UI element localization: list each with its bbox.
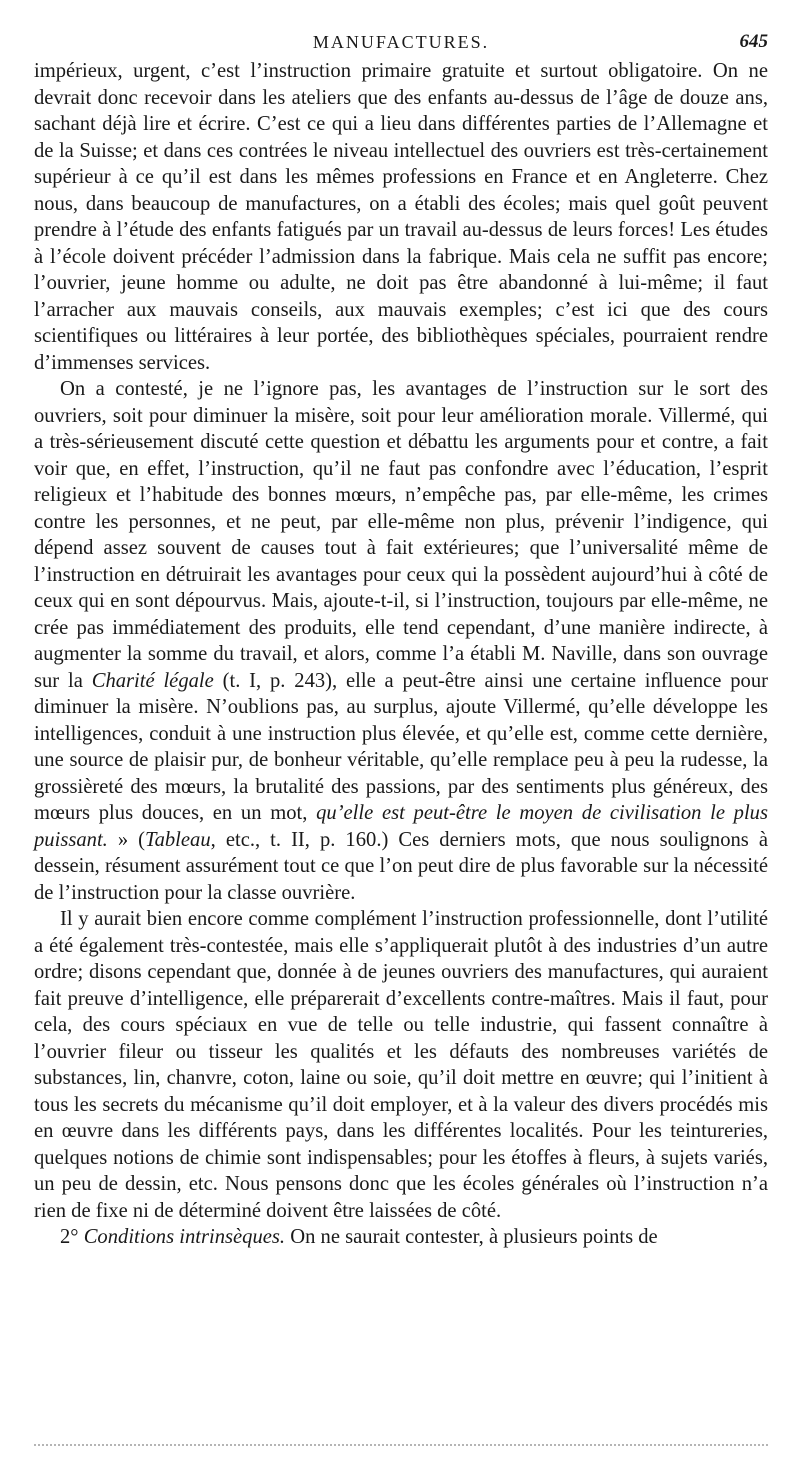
section-heading: Conditions intrinsèques.: [83, 1226, 286, 1248]
text-segment: (t. I, p. 243), elle a peut-être ainsi une certaine influence pour diminuer la misère. N’oublions pas, au surplus, ajoute Villermé, qu’elle développe les intelligences, conduit à une instruction plus élevée, et qu’elle est, comme cette dernière, une source de plaisir pur, de bonheur véritable, qu’elle remplace peu à peu la rudesse, la grossièreté des mœurs, la brutalité des passions, par des sentiments plus généreux, des mœurs plus douces, en un mot,: [34, 669, 768, 824]
body-text: [34, 58, 768, 1251]
footer-dotted-rule: [34, 1444, 768, 1446]
page-number: 645: [739, 31, 768, 52]
text-segment: On ne saurait contester, à plusieurs points de: [285, 1226, 658, 1248]
paragraph-1: [34, 58, 768, 376]
paragraph-2: [34, 376, 768, 906]
text-segment: » (: [107, 828, 146, 851]
running-title: MANUFACTURES.: [312, 32, 490, 52]
italic-title-tableau: Tableau: [145, 828, 211, 851]
text-segment: , etc., t. II, p. 160.) Ces derniers mots, que nous soulignons à dessein, résument assurément tout ce que l’on peut dire de plus favorable sur la nécessité de l’instruction pour la classe ouvrière.: [34, 828, 768, 904]
paragraph-3: [34, 906, 768, 1224]
paragraph-4: [34, 1224, 768, 1251]
text-segment: Il y aurait bien encore comme complément l’instruction professionnelle, dont l’utilité a été également très-contestée, mais elle s’appliquerait plutôt à des industries d’un autre ordre; disons cependant que, donnée à de jeunes ouvriers des manufactures, qui auraient fait preuve d’intelligence, elle préparerait d’excellents contre-maîtres. Mais il faut, pour cela, des cours spéciaux en vue de telle ou telle industrie, qui fassent connaître à l’ouvrier fileur ou tisseur les qualités et les défauts des nombreuses variétés de substances, lin, chanvre, coton, laine ou soie, qu’il doit mettre en œuvre; qui l’initient à tous les secrets du mécanisme qu’il doit employer, et à la valeur des divers procédés mis en œuvre dans les différents pays, dans les différentes localités. Pour les teintureries, quelques notions de chimie sont indispensables; pour les étoffes à fleurs, à sujets variés, un peu de dessin, etc. Nous pensons donc que les écoles générales où l’instruction n’a rien de fixe ni de déterminé doivent être laissées de côté.: [34, 908, 768, 1222]
text-segment: On a contesté, je ne l’ignore pas, les avantages de l’instruction sur le sort des ouvriers, soit pour diminuer la misère, soit pour leur amélioration morale. Villermé, qui a très-sérieusement discuté cette question et débattu les arguments pour et contre, a fait voir que, en effet, l’instruction, qu’il ne faut pas confondre avec l’éducation, l’esprit religieux et l’habitude des bonnes mœurs, n’empêche pas, par elle-même, les crimes contre les personnes, et ne peut, par elle-même non plus, prévenir l’indigence, qui dépend assez souvent de causes tout à fait extérieures; que l’universalité même de l’instruction en détruirait les avantages pour ceux qui la possèdent aujourd’hui à côté de ceux qui en sont dépourvus. Mais, ajoute-t-il, si l’instruction, toujours par elle-même, ne crée pas immédiatement des produits, elle tend cependant, d’une manière indirecte, à augmenter la somme du travail, et alors, comme l’a établi M. Naville, dans son ouvrage sur la: [34, 378, 768, 692]
section-number: 2°: [60, 1226, 84, 1248]
text-segment: impérieux, urgent, c’est l’instruction primaire gratuite et surtout obligatoire. On ne devrait donc recevoir dans les ateliers que des enfants au-dessus de l’âge de douze ans, sachant déjà lire et écrire. C’est ce qui a lieu dans différentes parties de l’Allemagne et de la Suisse; et dans ces contrées le niveau intellectuel des ouvriers est très-certainement supérieur à ce qu’il est dans les mêmes professions en France et en Angleterre. Chez nous, dans beaucoup de manufactures, on a établi des écoles; mais quel goût peuvent prendre à l’étude des enfants fatigués par un travail au-dessus de leurs forces! Les études à l’école doivent précéder l’admission dans la fabrique. Mais cela ne suffit pas encore; l’ouvrier, jeune homme ou adulte, ne doit pas être abandonné à lui-même; il faut l’arracher aux mauvais conseils, aux mauvais exemples; c’est ici que des cours scientifiques ou littéraires à leur portée, des bibliothèques spéciales, pourraient rendre d’immenses services.: [34, 60, 768, 374]
italic-title-charite-legale: Charité légale: [91, 669, 214, 692]
document-page: [34, 28, 768, 1251]
running-head: [34, 28, 768, 58]
italic-emphasis: qu’elle est peut-être le moyen de civilisation le plus puissant.: [34, 802, 768, 851]
